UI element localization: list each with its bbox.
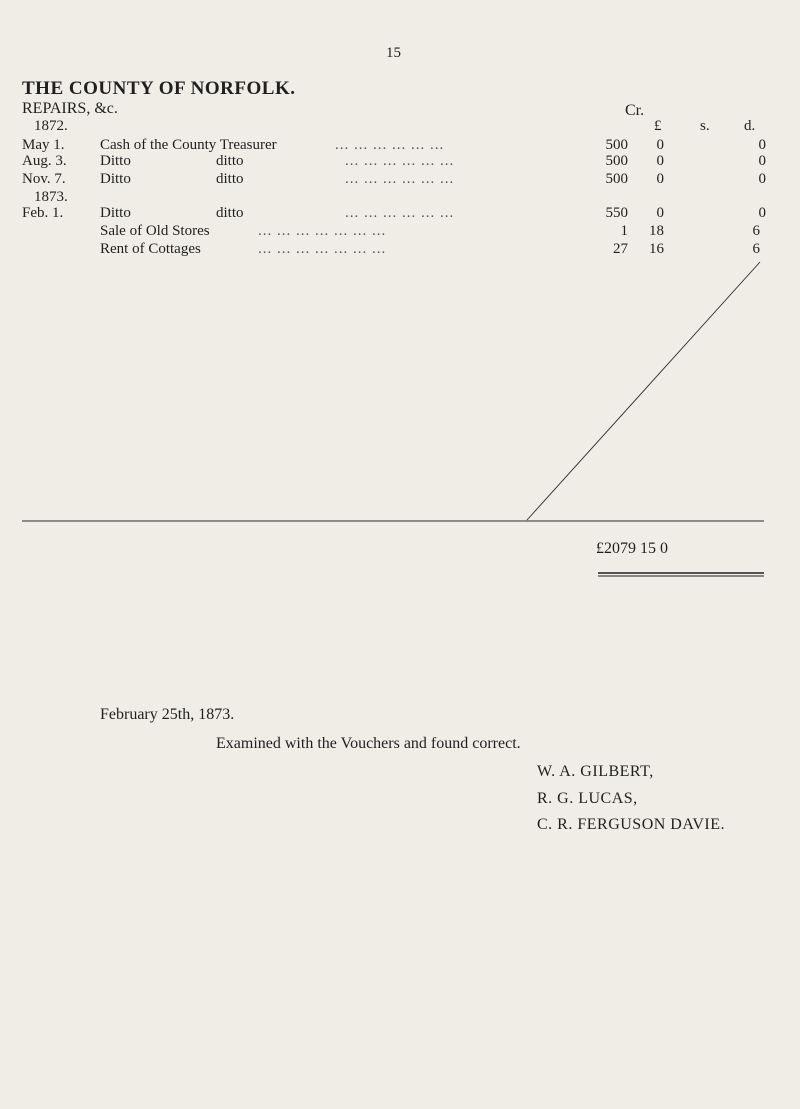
entry-date: Aug. 3. [22, 153, 67, 169]
entry-shillings: 16 [649, 241, 664, 257]
audit-statement: Examined with the Vouchers and found correct. [216, 735, 521, 752]
entry-ditto: ditto [216, 171, 244, 187]
ledger-subtitle: REPAIRS, &c. [22, 100, 118, 117]
entry-description: Ditto [100, 205, 131, 221]
audit-date: February 25th, 1873. [100, 706, 235, 723]
entry-pounds: 500 [605, 137, 628, 153]
ledger-title: THE COUNTY OF NORFOLK. [22, 78, 296, 99]
entry-shillings: 0 [656, 153, 664, 169]
pounds-column-header: £ [654, 118, 662, 134]
entry-pence: 0 [758, 137, 766, 153]
leader-dots: ... ... ... ... ... ... [345, 153, 455, 169]
entry-ditto: ditto [216, 153, 244, 169]
entry-shillings: 0 [656, 205, 664, 221]
entry-pounds: 27 [613, 241, 628, 257]
entry-shillings: 18 [649, 223, 664, 239]
entry-shillings: 0 [656, 171, 664, 187]
signatory-name: R. G. LUCAS, [537, 790, 638, 807]
entry-pounds: 500 [605, 153, 628, 169]
entry-date: Nov. 7. [22, 171, 66, 187]
leader-dots: ... ... ... ... ... ... ... [258, 223, 387, 239]
entry-shillings: 0 [656, 137, 664, 153]
year-label: 1872. [34, 118, 68, 134]
entry-pence: 6 [752, 223, 760, 239]
entry-pounds: 500 [605, 171, 628, 187]
entry-pence: 0 [758, 153, 766, 169]
pence-column-header: d. [744, 118, 756, 134]
entry-description: Sale of Old Stores [100, 223, 210, 239]
signatory-name: W. A. GILBERT, [537, 763, 654, 780]
entry-pounds: 1 [620, 223, 628, 239]
entry-date: May 1. [22, 137, 65, 153]
shillings-column-header: s. [700, 118, 710, 134]
leader-dots: ... ... ... ... ... ... ... [258, 241, 387, 257]
entry-description: Ditto [100, 153, 131, 169]
entry-pence: 6 [752, 241, 760, 257]
credit-side-label: Cr. [625, 102, 645, 119]
year-label: 1873. [34, 189, 68, 205]
entry-ditto: ditto [216, 205, 244, 221]
entry-pence: 0 [758, 205, 766, 221]
entry-description: Ditto [100, 171, 131, 187]
leader-dots: ... ... ... ... ... ... [345, 205, 455, 221]
signatory-name: C. R. FERGUSON DAVIE. [537, 816, 726, 833]
leader-dots: ... ... ... ... ... ... [345, 171, 455, 187]
ledger-total: £2079 15 0 [596, 540, 668, 557]
entry-pence: 0 [758, 171, 766, 187]
entry-description: Cash of the County Treasurer [100, 137, 277, 153]
leader-dots: ... ... ... ... ... ... [335, 137, 445, 153]
entry-pounds: 550 [605, 205, 628, 221]
entry-description: Rent of Cottages [100, 241, 201, 257]
entry-date: Feb. 1. [22, 205, 64, 221]
diagonal-cancel-line [527, 262, 760, 520]
page-number: 15 [386, 45, 401, 61]
